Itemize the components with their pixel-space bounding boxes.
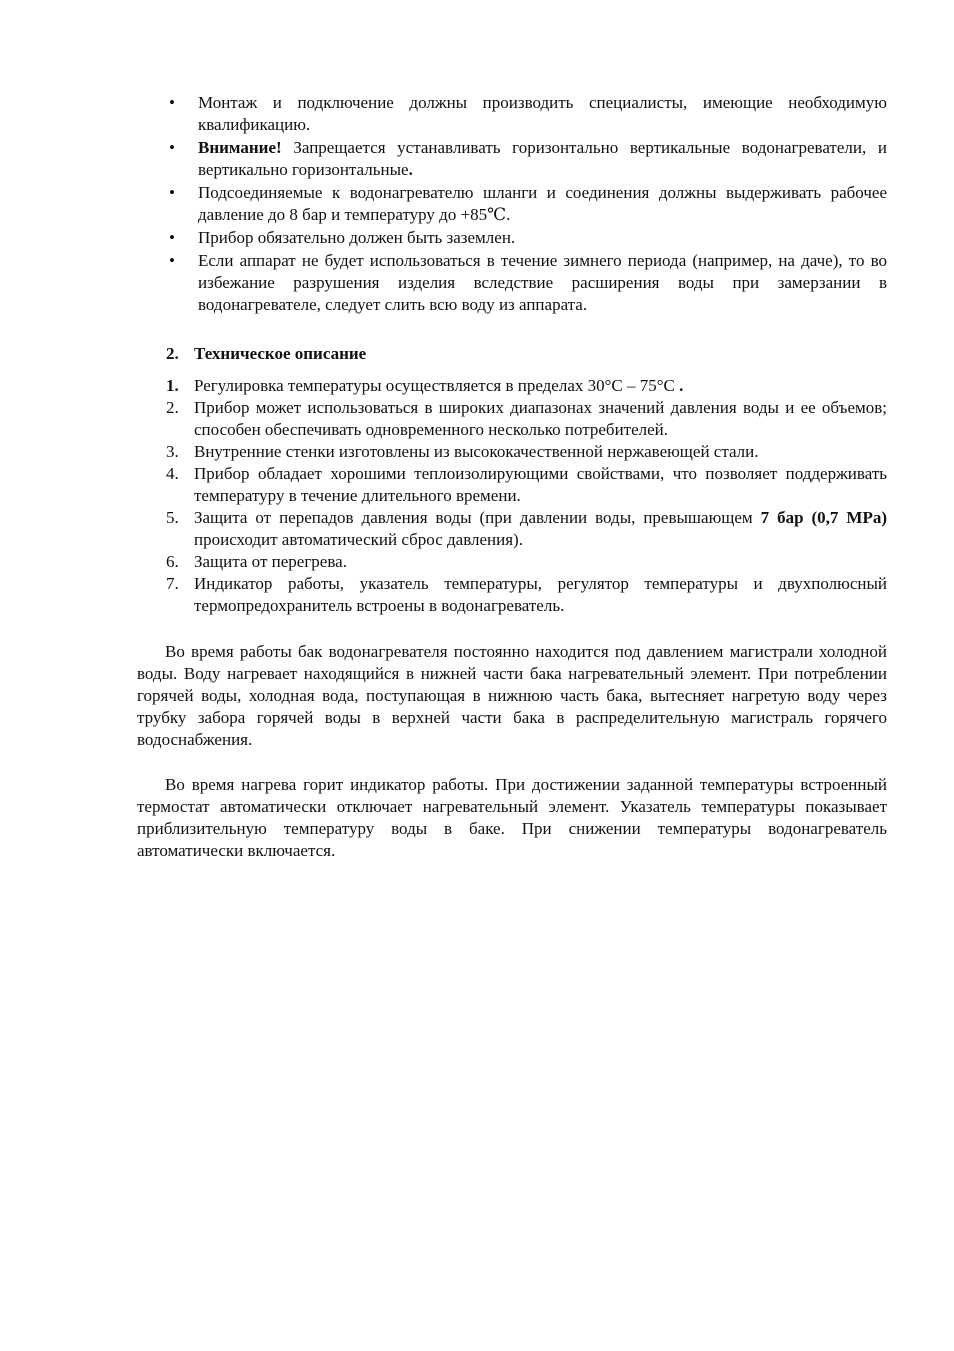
technical-numbered-list xyxy=(166,375,887,617)
bullet-text: Прибор обязательно должен быть заземлен. xyxy=(198,228,516,247)
safety-bullet-list xyxy=(166,92,887,317)
bullet-text: Монтаж и подключение должны производить специалисты, имеющие необходимую квалификацию. xyxy=(198,93,887,134)
bullet-text: Подсоединяемые к водонагревателю шланги и соединения должны выдерживать рабочее давление до 8 бар и температуру до +85℃. xyxy=(198,183,887,224)
bullet-mark: • xyxy=(169,228,175,247)
item-number: 4. xyxy=(166,464,179,483)
numbered-item xyxy=(166,441,887,463)
item-number: 7. xyxy=(166,574,179,593)
bullet-item xyxy=(166,137,887,181)
item-text: Прибор обладает хорошими теплоизолирующими свойствами, что позволяет поддерживать температуру в течение длительного времени. xyxy=(194,464,887,505)
bullet-mark: • xyxy=(169,251,175,270)
item-text: Индикатор работы, указатель температуры, регулятор температуры и двухполюсный термопредохранитель встроены в водонагреватель. xyxy=(194,574,887,615)
item-number: 1. xyxy=(166,376,179,395)
item-number: 5. xyxy=(166,508,179,527)
bullet-text: Если аппарат не будет использоваться в течение зимнего периода (например, на даче), то во избежание разрушения изделия вследствие расширения воды при замерзании в водонагревателе, следует слить всю воду из аппарата. xyxy=(198,251,887,314)
numbered-item xyxy=(166,551,887,573)
item-text: Прибор может использоваться в широких диапазонах значений давления воды и ее объемов; способен обеспечивать одновременного несколько потребителей. xyxy=(194,398,887,439)
numbered-item xyxy=(166,507,887,551)
pressure-limit: 7 бар (0,7 MPa) xyxy=(760,508,887,527)
item-number: 6. xyxy=(166,552,179,571)
bullet-mark: • xyxy=(169,93,175,112)
bullet-text: Запрещается устанавливать горизонтально вертикальные водонагреватели, и вертикально горизонтальные xyxy=(198,138,887,179)
numbered-item xyxy=(166,375,887,397)
item-text-after: происходит автоматический сброс давления). xyxy=(194,530,523,549)
bullet-item xyxy=(166,250,887,316)
item-text: Внутренние стенки изготовлены из высококачественной нержавеющей стали. xyxy=(194,442,759,461)
item-period: . xyxy=(679,376,684,395)
heating-paragraph: Во время нагрева горит индикатор работы. При достижении заданной температуры встроенный термостат автоматически отключает нагревательный элемент. Указатель температуры показывает приблизительную температуру воды в баке. При снижении температуры водонагреватель автоматически включается. xyxy=(137,775,887,860)
item-number: 2. xyxy=(166,398,179,417)
bullet-mark: • xyxy=(169,138,175,157)
numbered-item xyxy=(166,573,887,617)
section-number: 2. xyxy=(166,344,179,363)
bullet-mark: • xyxy=(169,183,175,202)
numbered-item xyxy=(166,397,887,441)
operation-paragraph: Во время работы бак водонагревателя постоянно находится под давлением магистрали холодной воды. Воду нагревает находящийся в нижней части бака нагревательный элемент. При потреблении горячей воды, холодная вода, поступающая в нижнюю часть бака, вытесняет нагретую воду через трубку забора горячей воды в верхней части бака в распределительную магистраль горячего водоснабжения. xyxy=(137,642,887,749)
bullet-period: . xyxy=(408,160,413,179)
bullet-item xyxy=(166,227,887,249)
item-number: 3. xyxy=(166,442,179,461)
item-text: Защита от перепадов давления воды (при давлении воды, превышающем xyxy=(194,508,761,527)
numbered-item xyxy=(166,463,887,507)
bullet-item xyxy=(166,92,887,136)
warning-label: Внимание! xyxy=(198,138,282,157)
section-heading xyxy=(166,343,887,365)
item-text: Регулировка температуры осуществляется в пределах 30°С – 75°С xyxy=(194,376,680,395)
bullet-item xyxy=(166,182,887,226)
item-text: Защита от перегрева. xyxy=(194,552,347,571)
section-title: Техническое описание xyxy=(194,344,367,363)
